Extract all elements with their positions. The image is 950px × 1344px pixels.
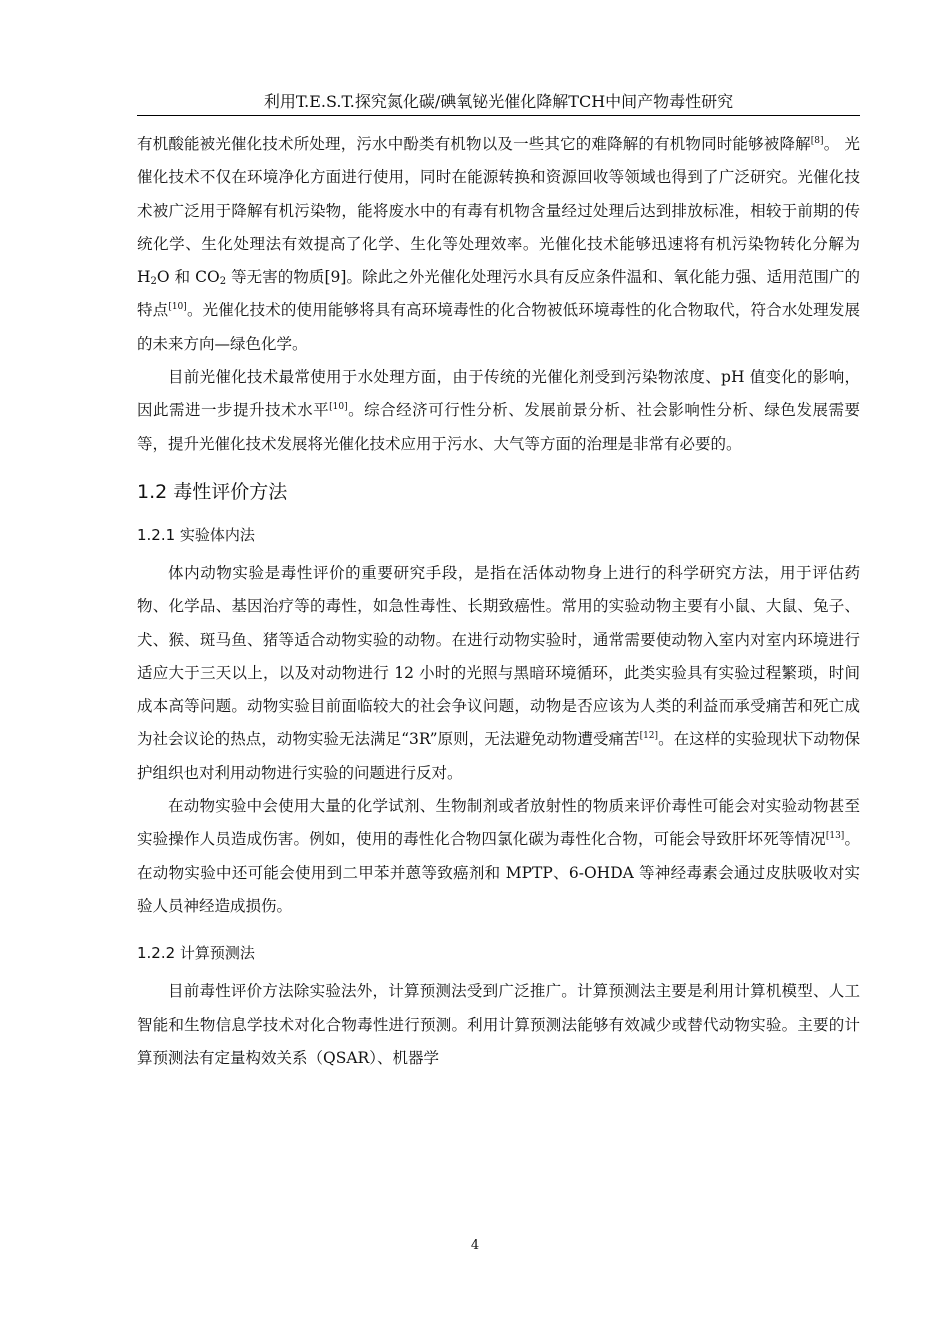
text-run: 等无害的物质[9]。除此之外光催化处理污水具有反应条件温和、氧化能力强、适用范围广的特点	[137, 268, 860, 320]
citation-ref: [8]	[810, 136, 824, 146]
header-rule	[137, 115, 860, 116]
text-run: O 和 CO	[156, 268, 220, 287]
text-run: 在动物实验中会使用大量的化学试剂、生物制剂或者放射性的物质来评价毒性可能会对实验动物甚至实验操作人员造成伤害。例如，使用的毒性化合物四氯化碳为毒性化合物，可能会导致肝坏死等情况	[137, 797, 860, 849]
text-run: 。光催化技术的使用能够将具有高环境毒性的化合物被低环境毒性的化合物取代，符合水处理发展的未来方向—绿色化学。	[137, 301, 860, 353]
citation-ref: [10]	[329, 402, 348, 413]
paragraph-water-treatment	[137, 361, 860, 461]
paragraph-chemical-hazards	[137, 790, 860, 923]
text-run: 有机酸能被光催化技术所处理，污水中酚类有机物以及一些其它的难降解的有机物同时能够被降解	[137, 135, 811, 153]
subscript: 2	[150, 276, 157, 288]
text-run: 目前毒性评价方法除实验法外，计算预测法受到广泛推广。计算预测法主要是利用计算机模型、人工智能和生物信息学技术对化合物毒性进行预测。利用计算预测法能够有效减少或替代动物实验。主要的计算预测法有定量构效关系（QSAR）、机器学	[137, 982, 860, 1067]
text-run: 体内动物实验是毒性评价的重要研究手段，是指在活体动物身上进行的科学研究方法，用于评估药物、化学品、基因治疗等的毒性，如急性毒性、长期致癌性。常用的实验动物主要有小鼠、大鼠、兔子、犬、猴、斑马鱼、猪等适合动物实验的动物。在进行动物实验时，通常需要使动物入室内对室内环境进行适应大于三天以上，以及对动物进行 12 小时的光照与黑暗环境循环，此类实验具有实验过程繁琐，时间成本高等问题。动物实验目前面临较大的社会争议问题，动物是否应该为人类的利益而承受痛苦和死亡成为社会议论的热点，动物实验无法满足“3R”原则，无法避免动物遭受痛苦	[137, 563, 860, 749]
body-text	[137, 128, 860, 1075]
text-run: 。 光催化技术不仅在环境净化方面进行使用，同时在能源转换和资源回收等领域也得到了广泛研究。光催化技术被广泛用于降解有机污染物，能将废水中的有毒有机物含量经过处理后达到排放标准，相较于前期的传统化学、生化处理法有效提高了化学、生化等处理效率。光催化技术能够迅速将有机污染物转化分解为 H	[137, 135, 860, 287]
section-heading-1-2: 1.2 毒性评价方法	[137, 480, 288, 503]
citation-ref: [12]	[639, 731, 659, 742]
subsection-heading-1-2-1: 1.2.1 实验体内法	[137, 525, 255, 544]
text-run: 。综合经济可行性分析、发展前景分析、社会影响性分析、绿色发展需要等，提升光催化技术发展将光催化技术应用于污水、大气等方面的治理是非常有必要的。	[137, 401, 860, 453]
paragraph-photocatalysis-overview	[137, 128, 860, 361]
subsection-heading-1-2-2: 1.2.2 计算预测法	[137, 944, 255, 963]
paragraph-in-vivo-methods	[137, 557, 860, 790]
citation-ref: [13]	[825, 831, 845, 842]
text-run: 目前光催化技术最常使用于水处理方面，由于传统的光催化剂受到污染物浓度、pH 值变化的影响，因此需进一步提升技术水平	[137, 368, 860, 420]
text-run: 。在动物实验中还可能会使用到二甲苯并蒽等致癌剂和 MPTP、6-OHDA 等神经毒素会通过皮肤吸收对实验人员神经造成损伤。	[137, 830, 860, 915]
citation-ref: [10]	[168, 302, 187, 313]
text-run: 。在这样的实验现状下动物保护组织也对利用动物进行实验的问题进行反对。	[137, 730, 860, 782]
page-number: 4	[470, 1238, 480, 1253]
paragraph-computational-prediction	[137, 975, 860, 1075]
running-header-title: 利用T.E.S.T.探究氮化碳/碘氧铋光催化降解TCH中间产物毒性研究	[263, 92, 734, 111]
subscript: 2	[219, 276, 227, 288]
